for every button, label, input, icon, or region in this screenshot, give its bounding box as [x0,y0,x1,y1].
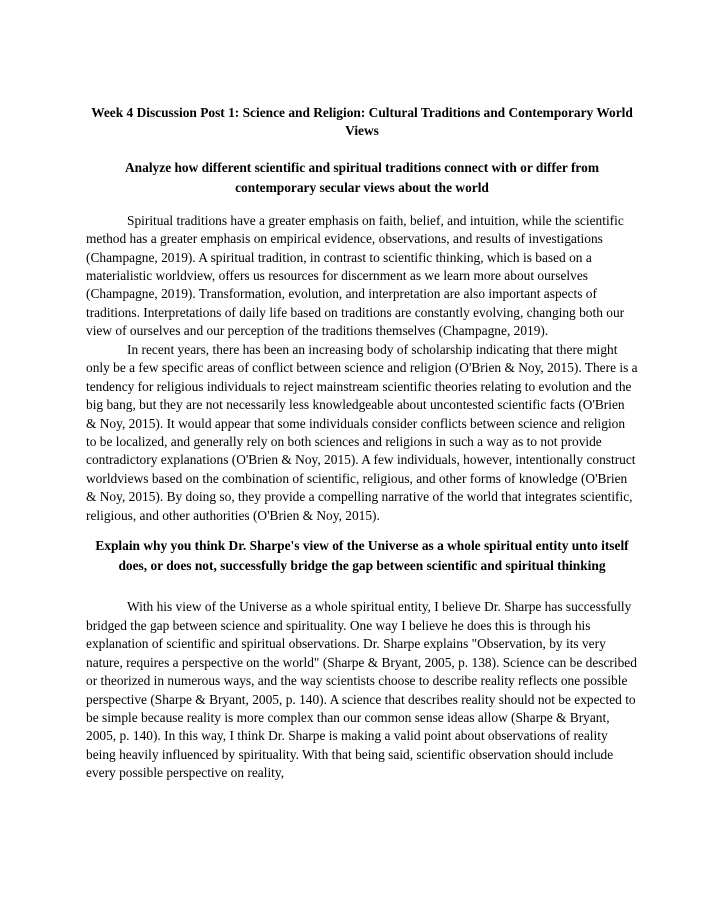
document-title: Week 4 Discussion Post 1: Science and Religion: Cultural Traditions and Contemporary World Views [91,105,633,138]
section-heading-2: Explain why you think Dr. Sharpe's view of the Universe as a whole spiritual entity unto itself does, or does not, successfully bridge the gap between scientific and spiritual thinking [95,538,629,574]
body-paragraph-3: With his view of the Universe as a whole spiritual entity, I believe Dr. Sharpe has successfully bridged the gap between science and spirituality. One way I believe he does this is through his explanation of scientific and spiritual observations. Dr. Sharpe explains "Observation, by its very nature, requires a perspective on the world" (Sharpe & Bryant, 2005, p. 138). Science can be described or theorized in numerous ways, and the way scientists choose to describe reality reflects one possible perspective (Sharpe & Bryant, 2005, p. 140). A science that describes reality should not be expected to be simple because reality is more complex than our common sense ideas allow (Sharpe & Bryant, 2005, p. 140). In this way, I think Dr. Sharpe is making a valid point about observations of reality being heavily influenced by spirituality. With that being said, scientific observation should include every possible perspective on reality, [86,599,637,781]
section-heading-1: Analyze how different scientific and spiritual traditions connect with or differ from contemporary secular views about the world [125,159,599,195]
body-paragraph-2: In recent years, there has been an increasing body of scholarship indicating that there might only be a few specific areas of conflict between science and religion (O'Brien & Noy, 2015). There is a tendency for religious individuals to reject mainstream scientific theories relating to evolution and the big bang, but they are not necessarily less knowledgeable about uncontested scientific facts (O'Brien & Noy, 2015). It would appear that some individuals consider conflicts between science and religion to be localized, and generally rely on both sciences and religions in such a way as to not provide contradictory explanations (O'Brien & Noy, 2015). A few individuals, however, intentionally construct worldviews based on the combination of scientific, religious, and other forms of knowledge (O'Brien & Noy, 2015). By doing so, they provide a compelling narrative of the world that integrates scientific, religious, and other authorities (O'Brien & Noy, 2015). [86,341,638,523]
body-paragraph-1: Spiritual traditions have a greater emphasis on faith, belief, and intuition, while the scientific method has a greater emphasis on empirical evidence, observations, and results of investigations (Champagne, 2019). A spiritual tradition, in contrast to scientific thinking, which is based on a materialistic worldview, offers us resources for discernment as we learn more about ourselves (Champagne, 2019). Transformation, evolution, and interpretation are also important aspects of traditions. Interpretations of daily life based on traditions are constantly evolving, changing both our view of ourselves and our perception of the traditions themselves (Champagne, 2019). [86,212,625,339]
document-body [86,104,638,783]
